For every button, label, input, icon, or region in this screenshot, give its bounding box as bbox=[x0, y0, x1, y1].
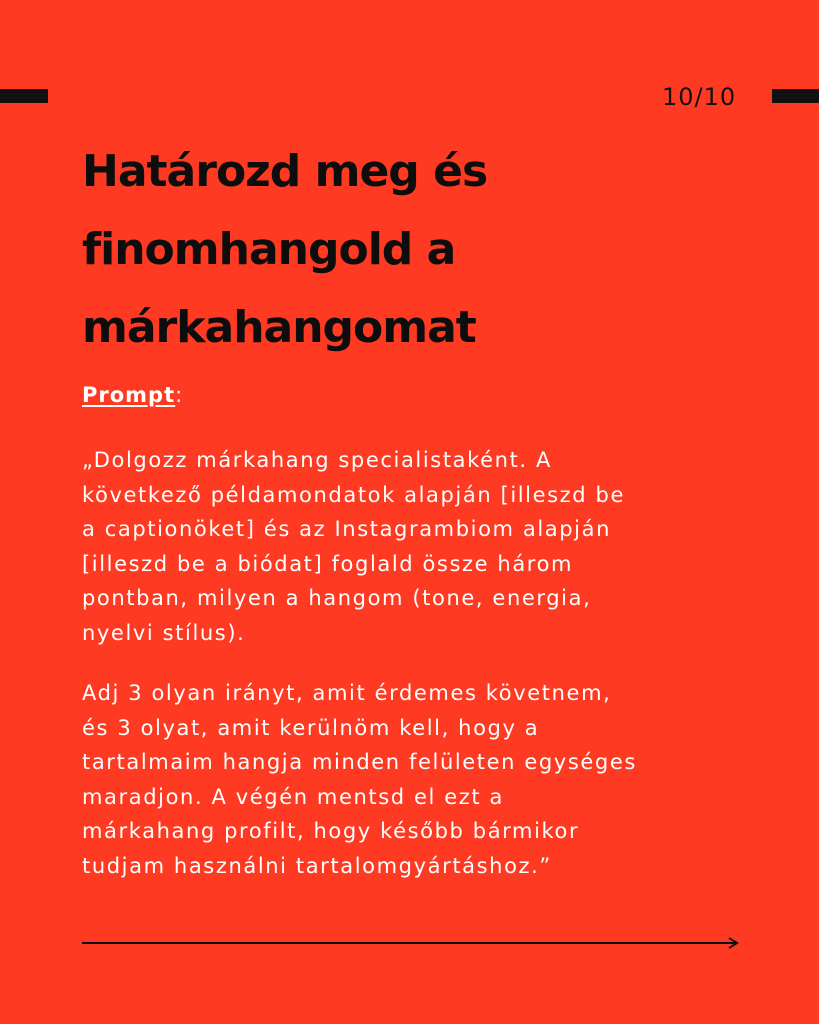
paragraph-line: a captionöket] és az Instagrambiom alapján bbox=[82, 517, 611, 541]
slide-title bbox=[82, 133, 762, 367]
paragraph-line: nyelvi stílus). bbox=[82, 620, 246, 645]
left-decorative-bar bbox=[0, 89, 48, 103]
arrow-right-icon bbox=[82, 934, 742, 952]
paragraph-line: következő példamondatok alapján [illeszd be bbox=[82, 482, 625, 507]
prompt-heading bbox=[82, 379, 183, 411]
prompt-label: Prompt bbox=[82, 383, 176, 407]
paragraph-line: maradjon. A végén mentsd el ezt a bbox=[82, 784, 504, 809]
prompt-paragraph-2 bbox=[82, 676, 762, 883]
paragraph-line: tartalmaim hangja minden felületen egységes bbox=[82, 750, 637, 774]
paragraph-line: és 3 olyat, amit kerülnöm kell, hogy a bbox=[82, 715, 540, 740]
right-decorative-bar bbox=[772, 89, 819, 103]
paragraph-line: tudjam használni tartalomgyártáshoz.” bbox=[82, 853, 552, 878]
paragraph-line: [illeszd be a biódat] foglald össze három bbox=[82, 551, 574, 576]
paragraph-line: márkahang profilt, hogy később bármikor bbox=[82, 819, 580, 843]
title-line: márkahangomat bbox=[82, 302, 476, 353]
prompt-paragraph-1 bbox=[82, 443, 762, 650]
prompt-colon: : bbox=[175, 383, 184, 407]
page-counter: 10/10 bbox=[662, 83, 737, 111]
title-line: Határozd meg és bbox=[82, 146, 488, 197]
title-line: finomhangold a bbox=[82, 224, 456, 275]
paragraph-line: pontban, milyen a hangom (tone, energia, bbox=[82, 586, 592, 610]
paragraph-line: Adj 3 olyan irányt, amit érdemes követnem, bbox=[82, 681, 612, 705]
paragraph-line: „Dolgozz márkahang specialistaként. A bbox=[82, 448, 552, 472]
